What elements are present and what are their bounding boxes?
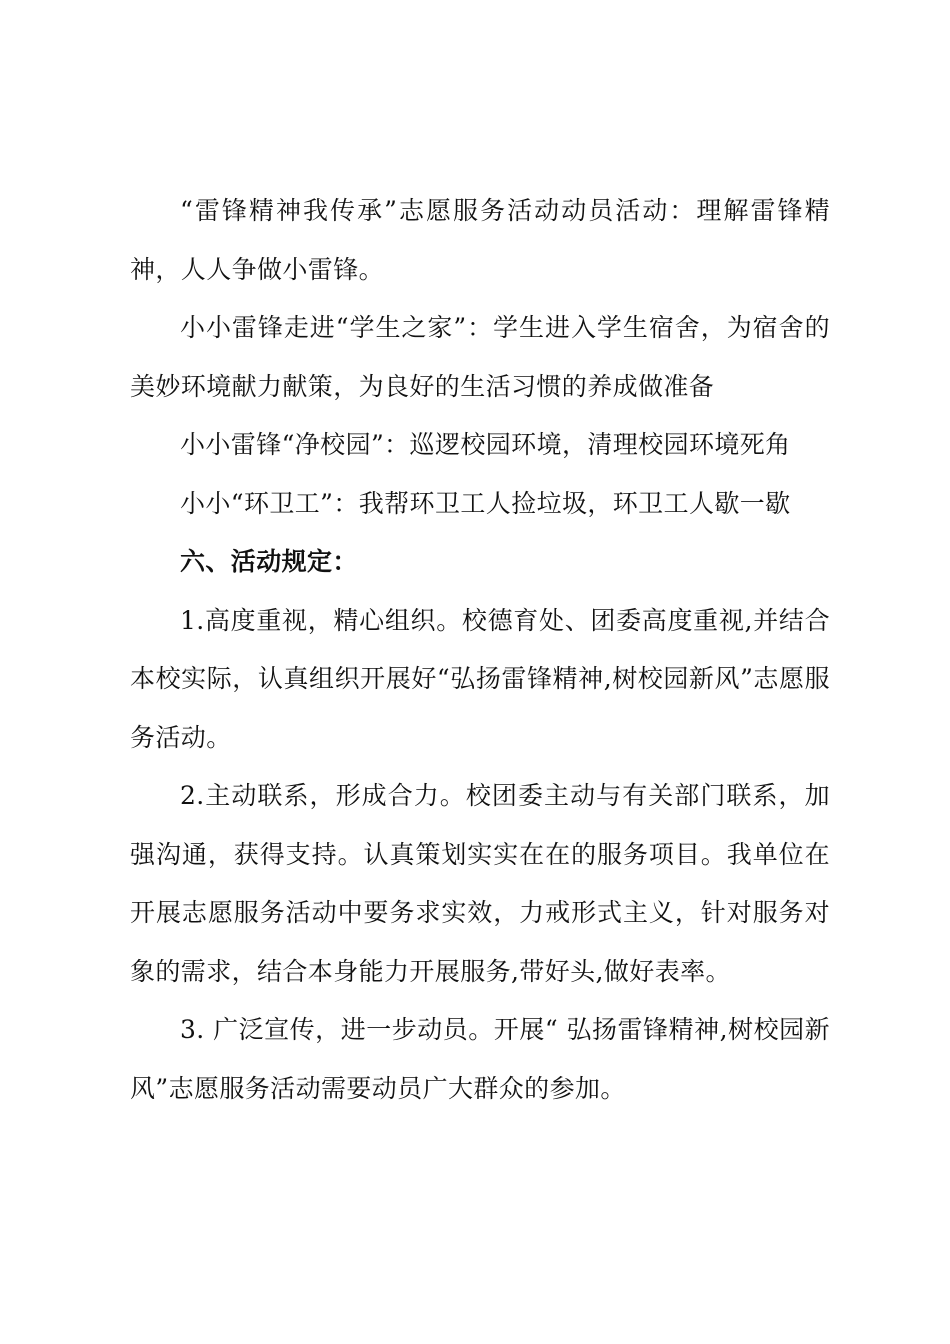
- section-heading-rules: 六、活动规定：: [180, 547, 358, 576]
- paragraph-rule-1: 1.高度重视，精心组织。校德育处、团委高度重视,并结合本校实际，认真组织开展好“弘扬雷锋精神,树校园新风”志愿服务活动。: [130, 605, 830, 752]
- paragraph-sanitation-worker: 小小“环卫工”：我帮环卫工人捡垃圾，环卫工人歇一歇: [180, 488, 791, 518]
- document-body: [130, 182, 830, 1118]
- paragraph-student-home: 小小雷锋走进“学生之家”：学生进入学生宿舍，为宿舍的美妙环境献力献策，为良好的生活习惯的养成做准备: [130, 313, 830, 401]
- paragraph-clean-campus: 小小雷锋“净校园”：巡逻校园环境，清理校园环境死角: [180, 430, 791, 459]
- paragraph-rule-3: 3. 广泛宣传，进一步动员。开展“ 弘扬雷锋精神,树校园新风”志愿服务活动需要动员广大群众的参加。: [130, 1015, 830, 1103]
- paragraph-mobilization: “雷锋精神我传承”志愿服务活动动员活动：理解雷锋精神，人人争做小雷锋。: [130, 196, 830, 284]
- paragraph-rule-2: 2.主动联系，形成合力。校团委主动与有关部门联系，加强沟通，获得支持。认真策划实实在在的服务项目。我单位在开展志愿服务活动中要务求实效，力戒形式主义，针对服务对象的需求，结合本身能力开展服务,带好头,做好表率。: [130, 781, 830, 986]
